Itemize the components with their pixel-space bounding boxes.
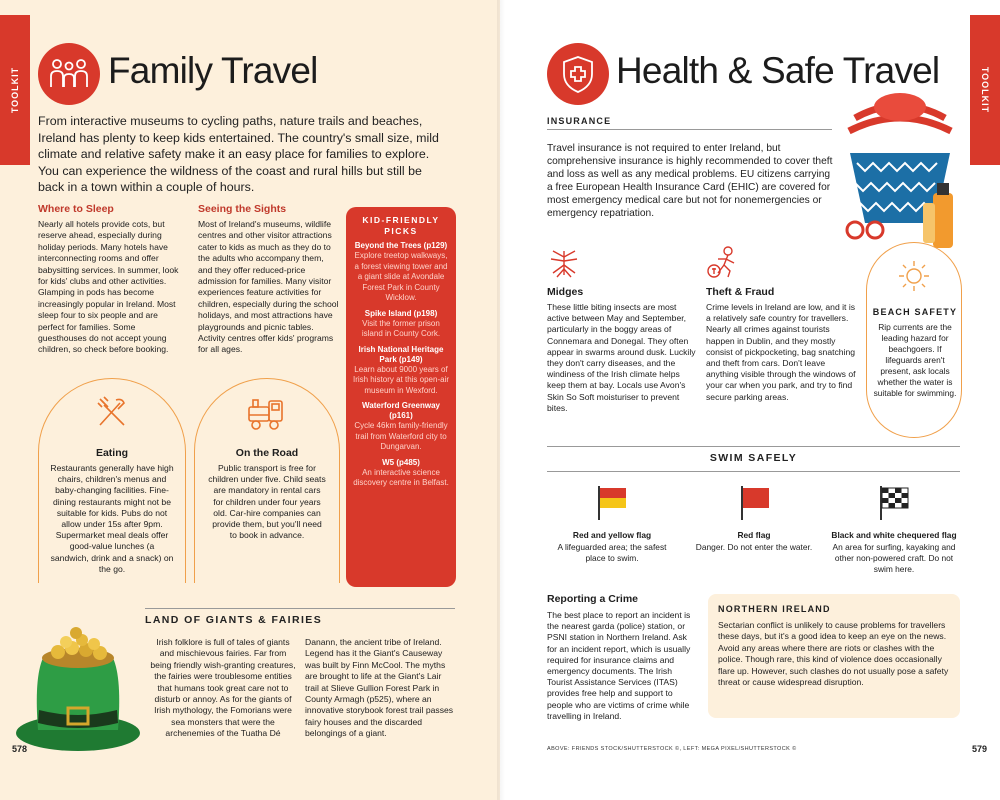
- giants-text-col2: Danann, the ancient tribe of Ireland. Legend has it the Giant's Causeway was built by Finn McCool. The myths are brought to life at the Giant's Lair trail at Slieve Gullion Forest Park in County Armagh (p525), where an innovative storybook forest trail passes fairy houses and the discarded belongings of a giant.: [305, 637, 454, 739]
- chequered-flag-icon: [879, 486, 909, 525]
- giants-text-col1: Irish folklore is full of tales of giants and mischievous fairies. Far from being friendly wish-granting creatures, the fairies were troublesome entities that humans took great care not to disturb or annoy. As for the giants of Irish mythology, the Fomorians were sea monsters that were the archenemies of the Tuatha Dé: [150, 637, 296, 739]
- kid-pick-name: Waterford Greenway (p161): [362, 401, 440, 420]
- insurance-label: INSURANCE: [547, 116, 612, 126]
- northern-ireland-text: Sectarian conflict is unlikely to cause problems for travellers these days, but it's a good idea to keep an eye on the news. Avoid any areas where there are riots or clashes with the police. Though rare, this kind of violence does occasionally flare up. However, such clashes do not usually pose a safety threat or cause widespread disruption.: [718, 620, 949, 688]
- sun-icon: [896, 258, 932, 299]
- health-shield-icon: [547, 43, 609, 105]
- giants-divider: [145, 608, 455, 609]
- page-title-health: Health & Safe Travel: [616, 50, 940, 91]
- flag-desc: An area for surfing, kayaking and other non-powered craft. Do not swim here.: [832, 542, 956, 574]
- sights-text: Most of Ireland's museums, wildlife centres and other visitor attractions cater to kids as much as they do to the adults who accompany them, and they offer reduced-price admission for families. Many visitor experiences feature activities for children, especially during the school holidays, and most attractions have playgrounds and picnic tables. Activity centres offer kids' programs for all ages.: [198, 219, 339, 355]
- kid-pick: [352, 241, 450, 304]
- midges-text: These little biting insects are most active between May and September, particularly in the boggy areas of Connemara and Donegal. They often appear in swarms around dusk. Luckily they don't carry diseases, and the windiness of the Irish climate helps keep them at bay. Locals use Avon's Skin So Soft moisturiser to prevent bites.: [547, 302, 696, 413]
- flag-desc: A lifeguarded area; the safest place to swim.: [557, 542, 667, 563]
- swim-divider-top: [547, 446, 960, 447]
- swim-divider-bottom: [547, 471, 960, 472]
- red-flag-icon: [740, 486, 770, 525]
- kid-pick-desc: Learn about 9000 years of Irish history at this open-air museum in Wexford.: [352, 364, 450, 395]
- sleep-heading: Where to Sleep: [38, 203, 114, 215]
- kid-pick-desc: Cycle 46km family-friendly trail from Waterford city to Dungarvan.: [354, 421, 448, 451]
- leprechaun-hat-image: [8, 618, 148, 763]
- reporting-crime-title: Reporting a Crime: [547, 593, 639, 605]
- kid-pick-name: Irish National Heritage Park (p149): [358, 344, 444, 364]
- toolkit-tab-label: TOOLKIT: [10, 66, 20, 114]
- reporting-crime-text: The best place to report an incident is the nearest garda (police) station, or PSNI station in Northern Ireland. Ask for an incident report, which is usually required for insurance claims and emergency documents. The Irish Tourist Assistance Services (ITAS) provides free help and support to people who are victims of crime while travelling in Ireland.: [547, 610, 691, 721]
- kid-pick-desc: An interactive science discovery centre in Belfast.: [353, 467, 449, 487]
- kid-pick: [352, 458, 450, 489]
- kid-friendly-title: KID-FRIENDLY PICKS: [362, 215, 440, 236]
- beach-safety-text: Rip currents are the leading hazard for beachgoers. If lifeguards aren't present, ask locals whether the water is suitable for swimming.: [873, 322, 957, 398]
- northern-ireland-box: [708, 594, 960, 718]
- page-number-right: 579: [972, 744, 988, 754]
- flag-name: Black and white chequered flag: [831, 530, 957, 540]
- theft-text: Crime levels in Ireland are low, and it is a relatively safe country for travellers. Nearly all crimes against tourists happen in Dublin, and they mostly consist of pickpocketing, bag snatching and theft from cars. Don't leave anything visible through the windows of your car when you park, and try to find secure parking areas.: [706, 302, 856, 402]
- eating-text: Restaurants generally have high chairs, children's menus and baby-changing facilities. Fine-dining restaurants might not be suitable for kids. Pubs do not allow under 15s after 9pm. Supermarket meal deals offer good-value lunches (a sandwich, drink and a snack) on the go.: [50, 463, 174, 574]
- photo-credit: ABOVE: FRIENDS STOCK/SHUTTERSTOCK ©, LEFT: MEGA PIXEL/SHUTTERSTOCK ©: [547, 746, 797, 752]
- kid-pick: [352, 309, 450, 340]
- red-yellow-flag-icon: [597, 486, 627, 525]
- cutlery-icon: [94, 395, 130, 436]
- swim-safely-title: SWIM SAFELY: [709, 452, 798, 464]
- giants-title: LAND OF GIANTS & FAIRIES: [145, 614, 323, 626]
- family-icon: [38, 43, 100, 105]
- toolkit-tab-label: TOOLKIT: [980, 66, 990, 114]
- kid-pick-name: Spike Island (p198): [364, 308, 438, 318]
- kid-pick: [352, 345, 450, 397]
- mosquito-icon: [547, 247, 581, 284]
- beach-safety-title: BEACH SAFETY: [872, 307, 958, 317]
- midges-title: Midges: [547, 286, 584, 298]
- thief-icon: [706, 245, 742, 284]
- eating-title: Eating: [95, 447, 129, 459]
- theft-title: Theft & Fraud: [706, 286, 775, 298]
- flag-desc: Danger. Do not enter the water.: [695, 542, 813, 552]
- road-title: On the Road: [235, 447, 299, 459]
- insurance-text: Travel insurance is not required to enter Ireland, but comprehensive insurance is highly recommended to cover theft and loss as well as any medical problems. EU citizens carrying a free European Health Insurance Card (EHIC) are covered for most emergency medical care but not for nonemergencies or emergency repatriation.: [547, 143, 833, 219]
- toolkit-tab-left[interactable]: [0, 15, 30, 165]
- kid-pick-desc: Explore treetop walkways, a forest viewing tower and a giant slide at Avondale Forest Park in County Wicklow.: [354, 251, 448, 302]
- kid-pick: [352, 401, 450, 453]
- sights-heading: Seeing the Sights: [198, 203, 287, 215]
- train-icon: [246, 395, 286, 438]
- page-number-left: 578: [12, 744, 28, 754]
- page-title-family: Family Travel: [108, 50, 318, 91]
- northern-ireland-title: NORTHERN IRELAND: [718, 604, 831, 614]
- toolkit-tab-right[interactable]: [970, 15, 1000, 165]
- family-intro: From interactive museums to cycling paths, nature trails and beaches, Ireland has plenty to keep kids entertained. The country's small size, mild climate and relative safety make it an easy place for families to explore. You can experience the wildness of the coast and rural hills but still be back in a town within a couple of hours.: [38, 114, 439, 195]
- flag-name: Red and yellow flag: [572, 530, 652, 540]
- sleep-text: Nearly all hotels provide cots, but reserve ahead, especially during holiday periods. Many hotels have interconnecting rooms and offer babysitting services. In summer, look for kids' clubs and other activities. Glamping in pods has become increasingly popular in Ireland. Most sleep four to six people and are perfect for families. Some guesthouses do not accept young children, so check before booking.: [38, 219, 179, 355]
- insurance-divider: [547, 129, 832, 130]
- kid-pick-name: W5 (p485): [382, 457, 420, 467]
- book-gutter: [497, 0, 505, 800]
- kid-friendly-box: [346, 207, 456, 587]
- road-text: Public transport is free for children under five. Child seats are mandatory in rental cars for children under four years old. Car-hire companies can provide them, but you'll need to book in advance.: [208, 463, 326, 541]
- beach-items-image: [835, 83, 965, 263]
- flag-name: Red flag: [737, 530, 771, 540]
- kid-pick-name: Beyond the Trees (p129): [354, 241, 448, 250]
- kid-pick-desc: Visit the former prison island in County Cork.: [361, 318, 441, 338]
